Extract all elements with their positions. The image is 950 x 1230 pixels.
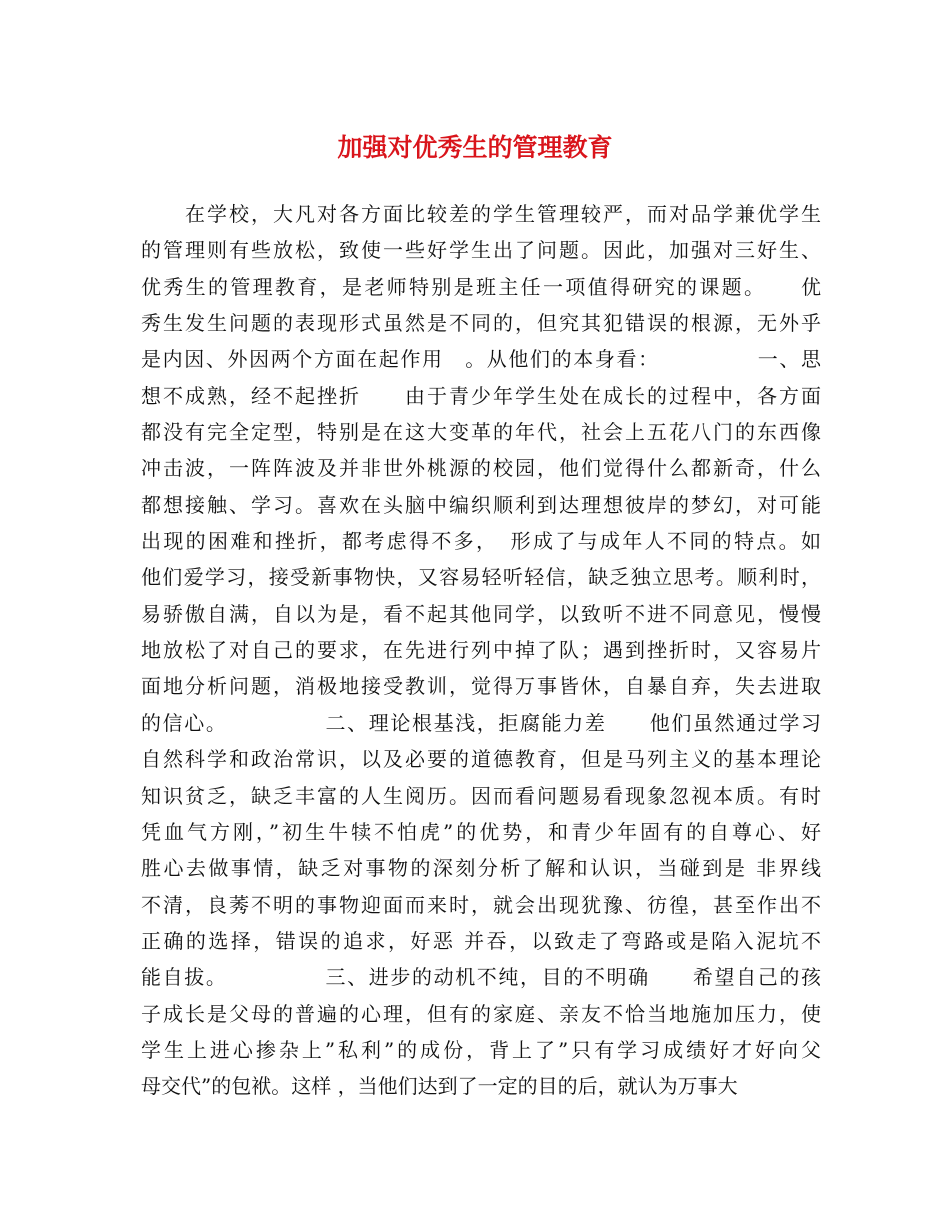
body-line: 凭血气方刚，”初生牛犊不怕虎”的优势，和青少年固有的自尊心、好 — [141, 819, 821, 844]
body-line: 学生上进心掺杂上”私利”的成份，背上了”只有学习成绩好才好向父 — [141, 1037, 821, 1062]
body-line: 地放松了对自己的要求，在先进行列中掉了队；遇到挫折时，又容易片 — [141, 638, 821, 663]
body-line: 面地分析问题，消极地接受教训，觉得万事皆休，自暴自弃，失去进取 — [141, 674, 821, 699]
body-line: 的信心。 二、理论根基浅，拒腐能力差 他们虽然通过学习 — [141, 710, 821, 735]
body-line: 能自拔。 三、进步的动机不纯，目的不明确 希望自己的孩 — [141, 965, 821, 990]
body-line: 易骄傲自满，自以为是，看不起其他同学，以致听不进不同意见，慢慢 — [141, 601, 821, 626]
document-title: 加强对优秀生的管理教育 — [337, 133, 613, 162]
body-line: 胜心去做事情，缺乏对事物的深刻分析了解和认识，当碰到是 非界线 — [141, 856, 821, 881]
body-line: 的管理则有些放松，致使一些好学生出了问题。因此，加强对三好生、 — [141, 238, 821, 263]
document-body — [141, 196, 821, 1105]
body-line: 冲击波，一阵阵波及并非世外桃源的校园，他们觉得什么都新奇，什么 — [141, 456, 821, 481]
body-line: 秀生发生问题的表现形式虽然是不同的，但究其犯错误的根源，无外乎 — [141, 311, 821, 336]
body-line: 母交代”的包袱。这样 ，当他们达到了一定的目的后，就认为万事大 — [141, 1074, 738, 1099]
body-line: 是内因、外因两个方面在起作用 。从他们的本身看： 一、思 — [141, 347, 821, 372]
body-line: 不清，良莠不明的事物迎面而来时，就会出现犹豫、彷徨，甚至作出不 — [141, 892, 821, 917]
body-line: 知识贫乏，缺乏丰富的人生阅历。因而看问题易看现象忽视本质。有时 — [141, 783, 821, 808]
body-line: 优秀生的管理教育，是老师特别是班主任一项值得研究的课题。 优 — [141, 274, 821, 299]
body-line: 都想接触、学习。喜欢在头脑中编织顺利到达理想彼岸的梦幻，对可能 — [141, 492, 821, 517]
body-line: 都没有完全定型，特别是在这大变革的年代，社会上五花八门的东西像 — [141, 420, 821, 445]
body-line: 出现的困难和挫折，都考虑得不多， 形成了与成年人不同的特点。如 — [141, 529, 821, 554]
body-line: 正确的选择，错误的追求，好恶 并吞，以致走了弯路或是陷入泥坑不 — [141, 928, 821, 953]
body-line: 在学校，大凡对各方面比较差的学生管理较严，而对品学兼优学生 — [141, 202, 821, 226]
body-line: 子成长是父母的普遍的心理，但有的家庭、亲友不恰当地施加压力，使 — [141, 1001, 821, 1026]
body-line: 想不成熟，经不起挫折 由于青少年学生处在成长的过程中，各方面 — [141, 383, 821, 408]
body-line: 他们爱学习，接受新事物快，又容易轻听轻信，缺乏独立思考。顺利时， — [141, 565, 821, 590]
body-line: 自然科学和政治常识，以及必要的道德教育，但是马列主义的基本理论 — [141, 747, 821, 772]
